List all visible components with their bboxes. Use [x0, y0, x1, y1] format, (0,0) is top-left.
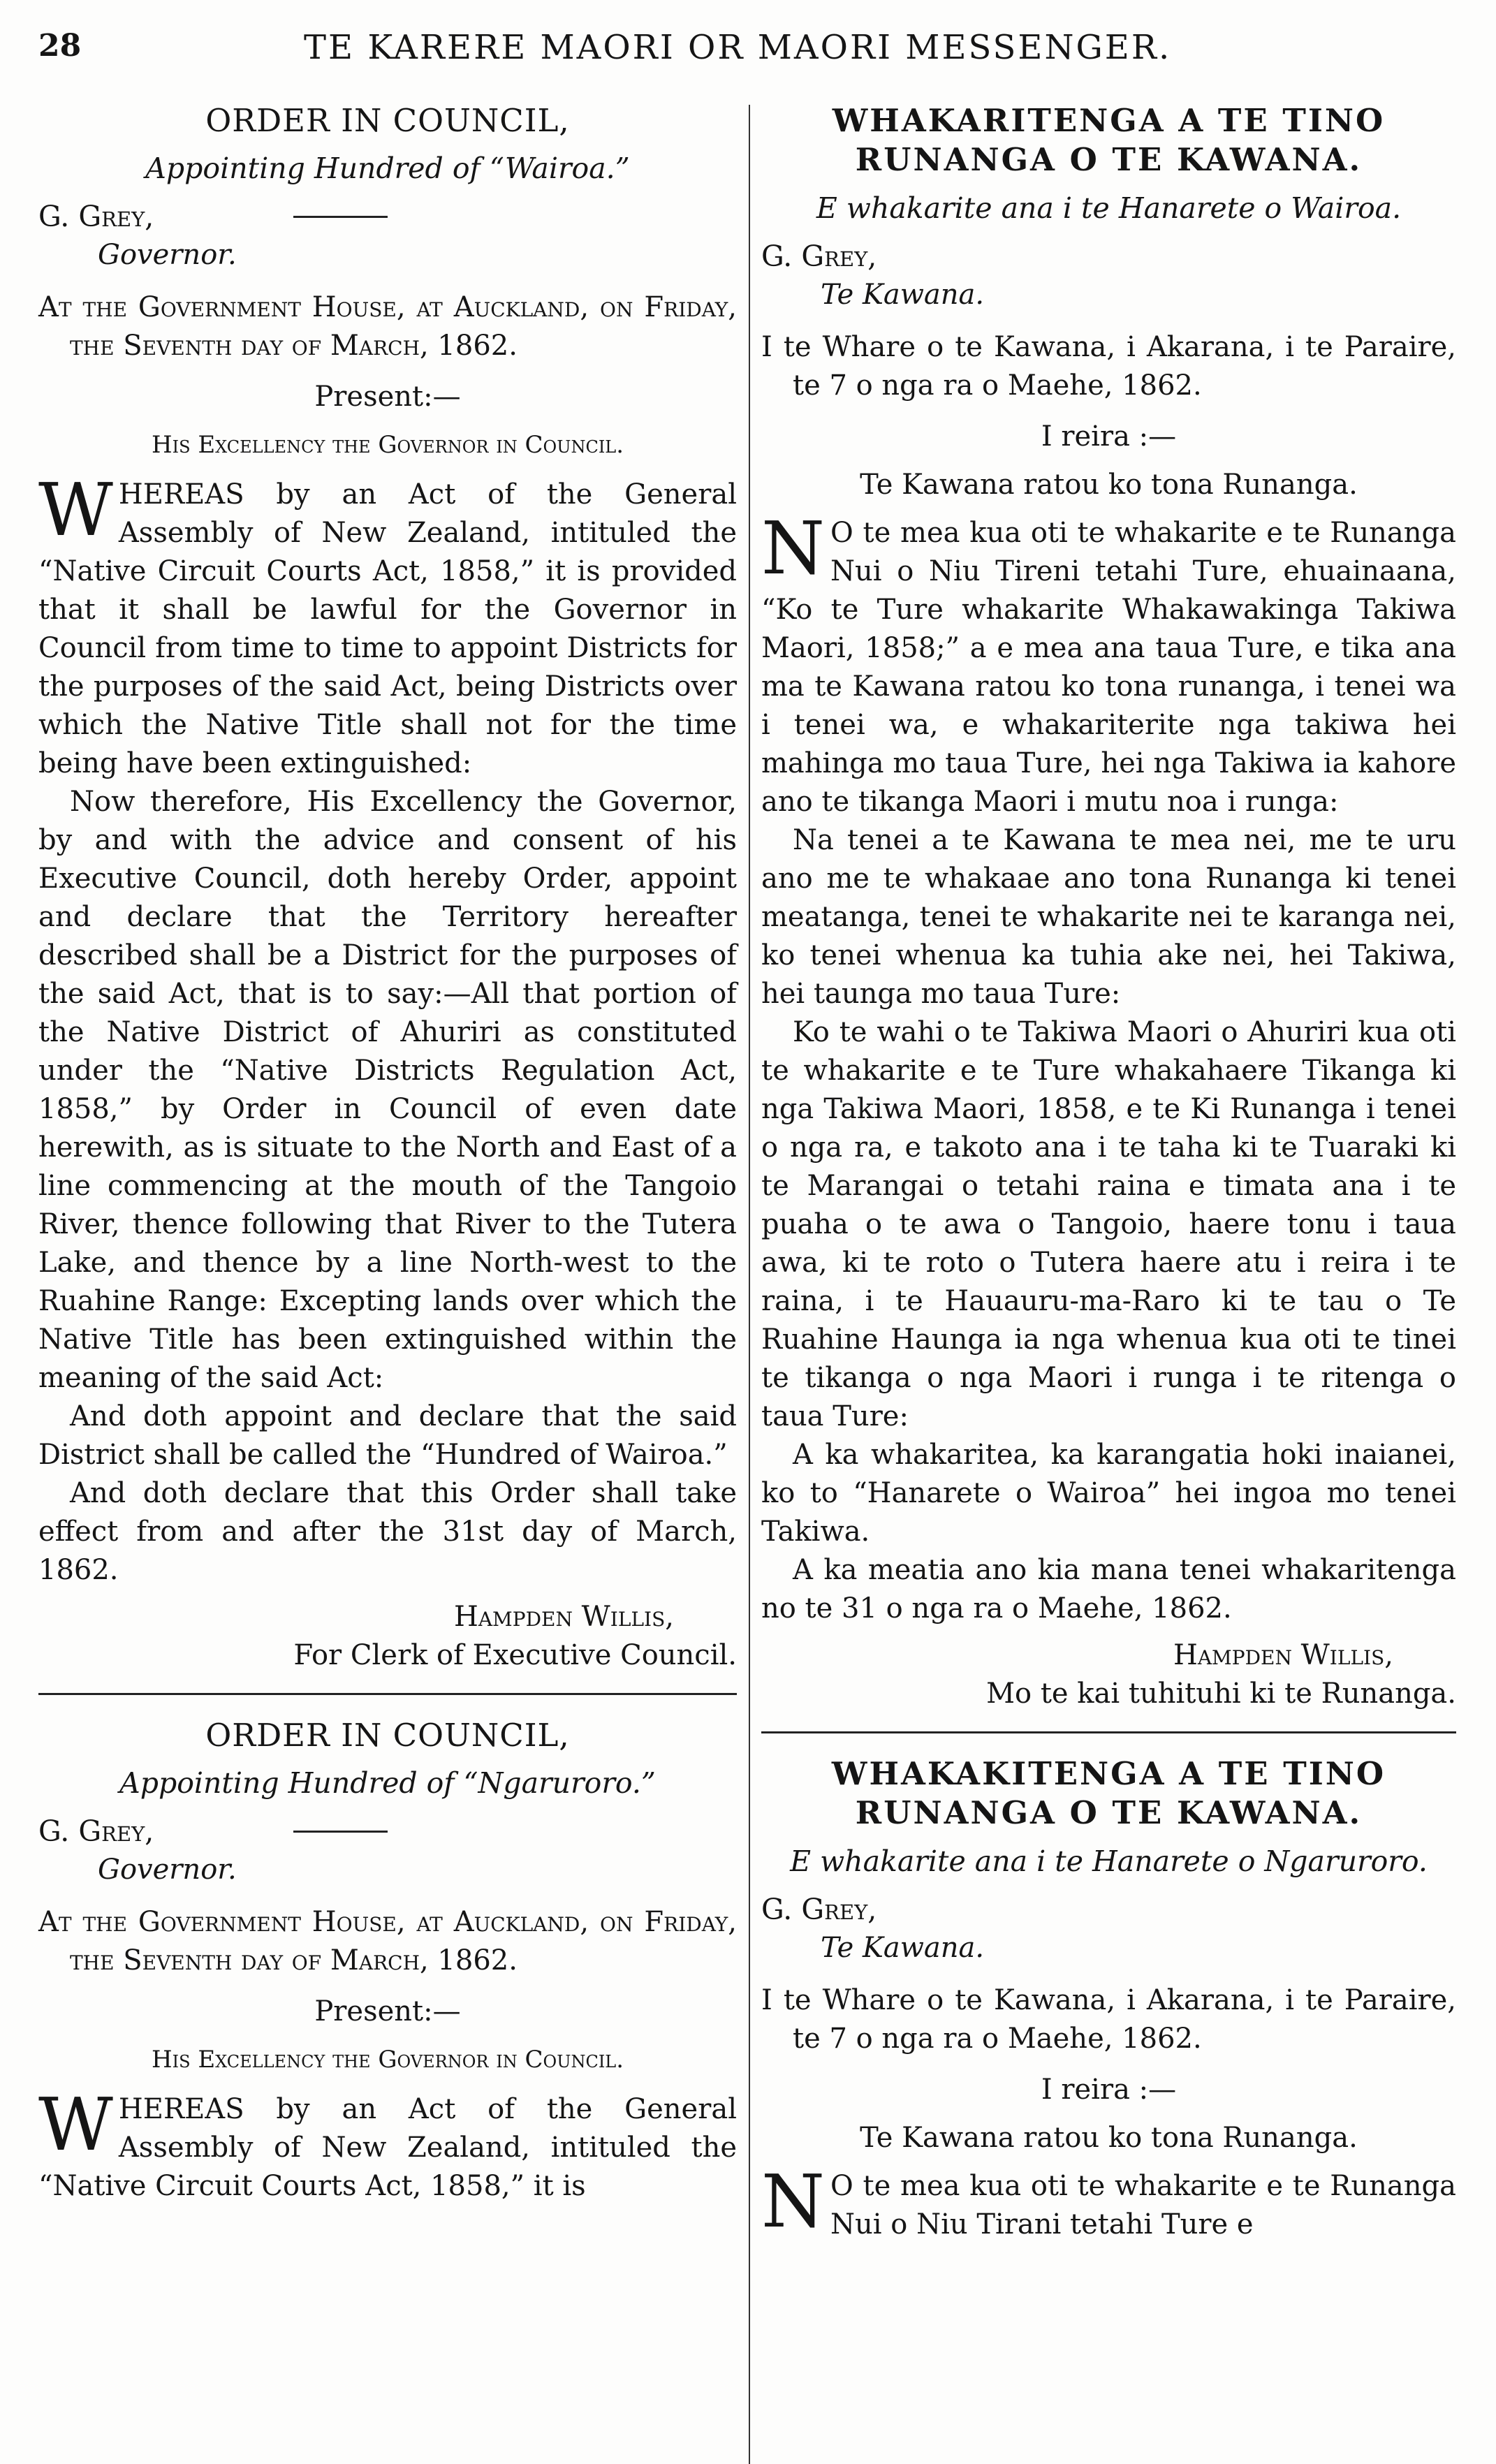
clerk-signature [761, 1636, 1456, 1713]
clerk-signature [38, 1598, 737, 1675]
signature-dash [293, 1831, 388, 1833]
governor-name: G. Grey, [38, 200, 154, 233]
council-line: Te Kawana ratou ko tona Runanga. [860, 469, 1358, 501]
order-subheading-wairoa: Appointing Hundred of “Wairoa.” [145, 152, 630, 185]
page-number: 28 [38, 28, 82, 64]
kawana-signature [761, 237, 1456, 276]
order-paragraph: A ka meatia ano kia mana tenei whakaritenga no te 31 o nga ra o Maehe, 1862. [761, 1554, 1456, 1625]
section-separator [761, 1731, 1456, 1733]
clerk-role: Mo te kai tuhituhi ki te Runanga. [986, 1678, 1456, 1710]
drop-cap: N [761, 2159, 825, 2244]
whakaritenga-heading-ngaruroro: WHAKAKITENGA A TE TINO RUNANGA O TE KAWANA. [831, 1755, 1386, 1831]
present-label: Present:— [314, 381, 461, 413]
order-paragraph: A ka whakaritea, ka karangatia hoki inaianei, ko to “Hanarete o Wairoa” hei ingoa mo tenei Takiwa. [761, 1439, 1456, 1548]
clerk-name: Hampden Willis, [1173, 1639, 1393, 1671]
governor-title: Governor. [98, 239, 237, 271]
order-paragraph: W HEREAS by an Act of the General Assembly of New Zealand, intituled the “Native Circuit Courts Act, 1858,” it is [38, 2082, 737, 2202]
clerk-role: For Clerk of Executive Council. [293, 1639, 737, 1671]
present-label: I reira :— [1041, 2074, 1177, 2106]
newspaper-title: TE KARERE MAORI OR MAORI MESSENGER. [304, 28, 1172, 67]
order-paragraph: And doth declare that this Order shall take effect from and after the 31st day of March, 1862. [38, 1477, 737, 1586]
order-paragraph: Now therefore, His Excellency the Governor, by and with the advice and consent of his Executive Council, doth hereby Order, appoint and declare that the Territory hereafter described shall be a District for the purposes of the said Act, that is to say:—All that portion of the Native District of Ahuriri as constituted under the “Native Districts Regulation Act, 1858,” by Order in Council of even date herewith, as is situate to the North and East of a line commencing at the mouth of the Tangoio River, thence following that River to the Tutera Lake, and thence by a line North-west to the Ruahine Range: Excepting lands over which the Native Title has been extinguished within the meaning of the said Act: [38, 786, 737, 1394]
column-divider [749, 105, 750, 2464]
governor-signature [38, 1812, 737, 1851]
order-paragraph: W HEREAS by an Act of the General Assembly of New Zealand, intituled the “Native Circuit Courts Act, 1858,” it is provided that it shall be lawful for the Governor in Council from time to time to appoint Districts for the purposes of the said Act, being Districts over which the Native Title shall not for the time being have been extinguished: [38, 467, 737, 779]
page-header [38, 28, 1463, 84]
order-paragraph: N O te mea kua oti te whakarite e te Runanga Nui o Niu Tireni tetahi Ture, ehuainaana, “Ko te Ture whakarite Whakawakinga Takiwa Maori, 1858;” a e mea ana taua Ture, e tika ana ma te Kawana ratou ko tona runanga, i tenei wa i tenei wa, e whakariterite nga takiwa hei mahinga mo taua Ture, hei nga Takiwa ia kahore ano te tikanga Maori i mutu noa i runga: [761, 506, 1456, 818]
order-paragraph: Ko te wahi o te Takiwa Maori o Ahuriri kua oti te whakarite e te Ture whakahaere Tikanga ki nga Takiwa Maori, 1858, e te Ki Runanga i tenei o nga ra, e takoto ana i te taha ki te Tuaraki ki te Marangai o tetahi raina e timata ana i te puaha o te awa o Tangoio, haere tonu i taua awa, ki te roto o Tutera haere atu i reira i te raina, i te Hauauru-ma-Raro ki te tau o Te Ruahine Haunga ia nga whenua kua oti te tinei te tikanga o nga Maori i runga i te ritenga o taua Ture: [761, 1016, 1456, 1432]
whakaritenga-heading-wairoa: WHAKARITENGA A TE TINO RUNANGA O TE KAWANA. [832, 102, 1386, 178]
order-paragraph: And doth appoint and declare that the said District shall be called the “Hundred of Wairoa.” [38, 1400, 737, 1471]
drop-cap: N [761, 506, 825, 591]
maori-column [761, 101, 1456, 2244]
kawana-signature [761, 1891, 1456, 1929]
signature-dash [293, 216, 388, 218]
drop-cap: W [38, 467, 113, 552]
council-line: His Excellency the Governor in Council. [151, 431, 624, 459]
order-subheading-ngaruroro: Appointing Hundred of “Ngaruroro.” [119, 1766, 656, 1800]
kawana-title: Te Kawana. [821, 279, 985, 311]
kawana-name: G. Grey, [761, 1893, 877, 1926]
present-label: Present:— [314, 1995, 461, 2027]
kawana-name: G. Grey, [761, 240, 877, 273]
kawana-title: Te Kawana. [821, 1932, 985, 1964]
whakaritenga-subheading-wairoa: E whakarite ana i te Hanarete o Wairoa. [816, 191, 1402, 225]
council-line: His Excellency the Governor in Council. [151, 2046, 624, 2074]
order-paragraph: N O te mea kua oti te whakarite e te Runanga Nui o Niu Tirani tetahi Ture e [761, 2159, 1456, 2244]
council-line: Te Kawana ratou ko tona Runanga. [860, 2122, 1358, 2154]
venue-line: I te Whare o te Kawana, i Akarana, i te Paraire, te 7 o nga ra o Maehe, 1862. [761, 1984, 1456, 2055]
clerk-name: Hampden Willis, [453, 1601, 674, 1633]
order-heading-wairoa: ORDER IN COUNCIL, [205, 102, 570, 139]
present-label: I reira :— [1041, 420, 1177, 453]
governor-signature [38, 198, 737, 236]
venue-line: At the Government House, at Auckland, on Friday, the Seventh day of March, 1862. [38, 1906, 737, 1977]
governor-title: Governor. [98, 1854, 237, 1886]
governor-name: G. Grey, [38, 1814, 154, 1848]
order-paragraph: Na tenei a te Kawana te mea nei, me te uru ano me te whakaae ano tona Runanga ki tenei meatanga, tenei te whakarite nei te karanga nei, ko tenei whenua ka tuhia ake nei, hei Takiwa, hei taunga mo taua Ture: [761, 824, 1456, 1010]
venue-line: I te Whare o te Kawana, i Akarana, i te Paraire, te 7 o nga ra o Maehe, 1862. [761, 331, 1456, 402]
english-column [38, 101, 737, 2206]
venue-line: At the Government House, at Auckland, on Friday, the Seventh day of March, 1862. [38, 291, 737, 362]
drop-cap: W [38, 2082, 113, 2167]
section-separator [38, 1693, 737, 1695]
order-heading-ngaruroro: ORDER IN COUNCIL, [205, 1717, 570, 1754]
whakaritenga-subheading-ngaruroro: E whakarite ana i te Hanarete o Ngaruroro. [790, 1845, 1428, 1878]
